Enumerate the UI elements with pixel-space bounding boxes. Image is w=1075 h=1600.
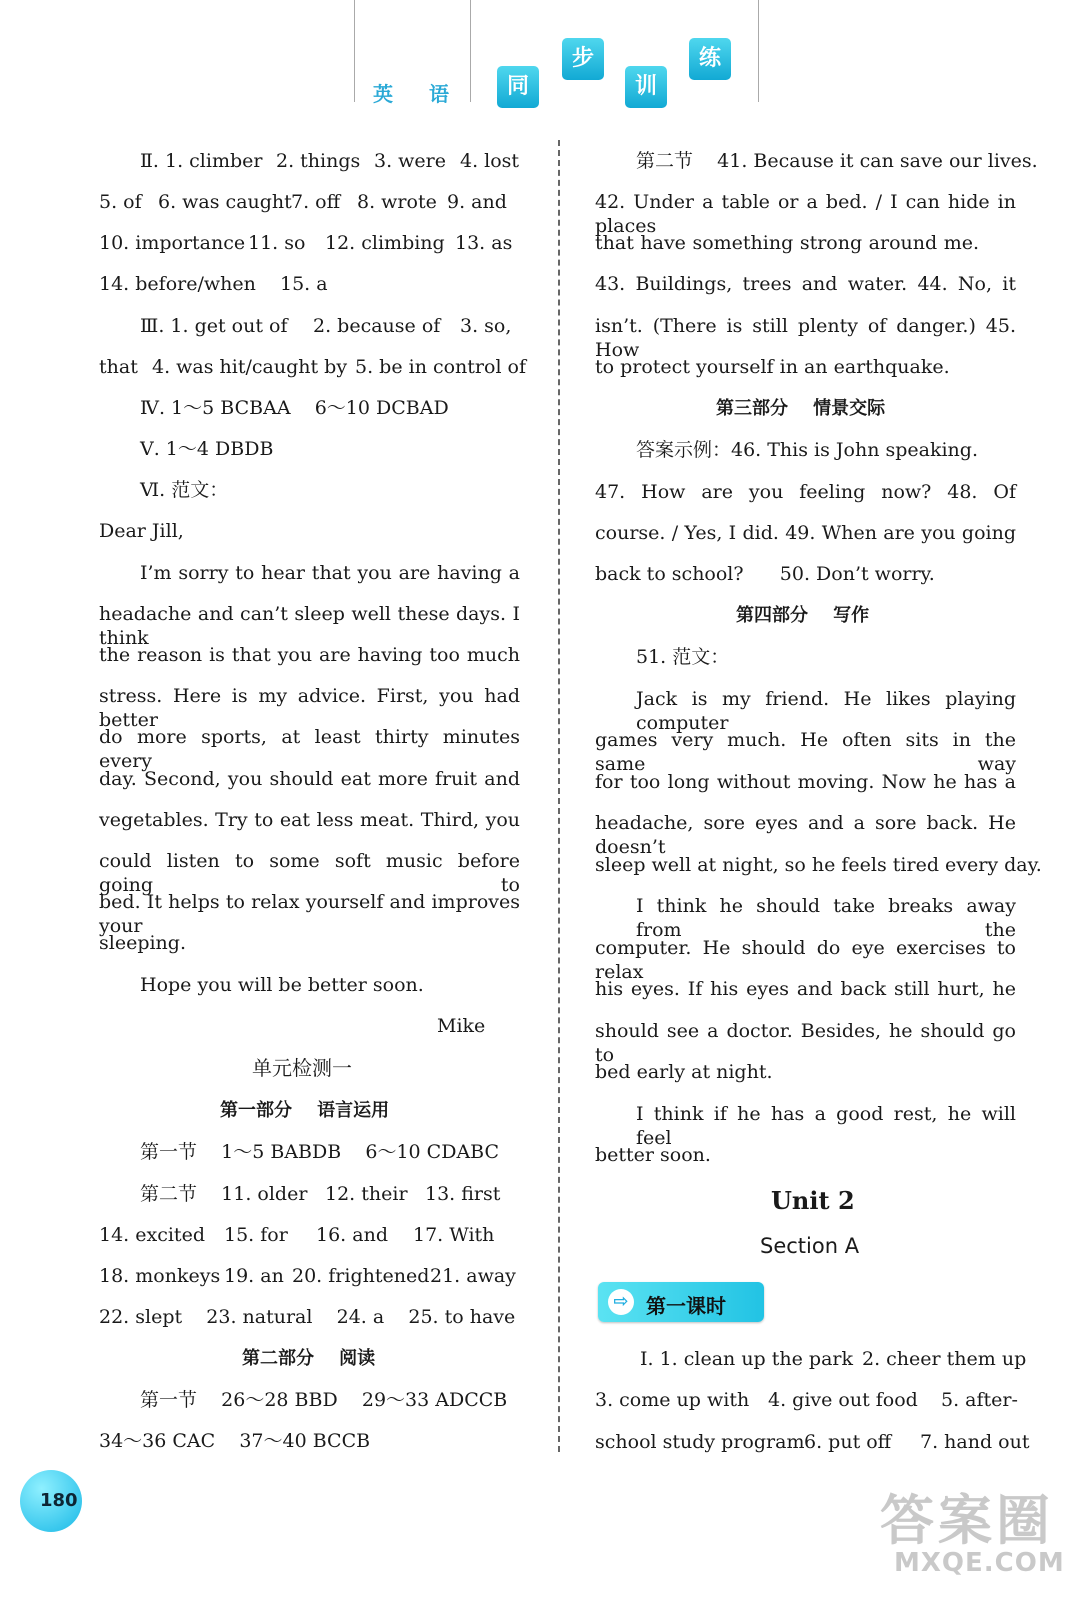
answer-line: course. / Yes, I did. 49. When are you going [595, 522, 1016, 544]
answer-item: 16. and [316, 1224, 388, 1246]
answer-item: Ⅱ. 1. climber [140, 150, 263, 172]
answer-item: 14. excited [99, 1224, 205, 1246]
answer-item: 10. importance [99, 232, 246, 254]
answer-item: 20. frightened [292, 1265, 430, 1287]
answer-line: 34～36 CAC 37～40 BCCB [99, 1430, 371, 1452]
answer-item: 13. as [455, 232, 513, 254]
answer-item: Ⅰ. 1. clean up the park [640, 1348, 853, 1370]
essay-line: for too long without moving. Now he has a [595, 771, 1016, 793]
answer-item: 5. after- [941, 1389, 1018, 1411]
answer-item: 8. wrote [357, 191, 437, 213]
answer-item: 13. first [425, 1183, 501, 1205]
watermark-logo [880, 1478, 1065, 1593]
answer-item: 7. hand out [920, 1431, 1030, 1453]
essay-line: headache, sore eyes and a sore back. He doesn’t [595, 812, 1016, 858]
essay-line: should see a doctor. Besides, he should go to [595, 1020, 1016, 1066]
answer-item: 4. was hit/caught by [152, 356, 348, 378]
answer-item: Ⅲ. 1. get out of [140, 315, 288, 337]
answer-item: 5. be in control of [355, 356, 527, 378]
answer-item: 2. because of [313, 315, 441, 337]
part-heading: 第三部分 情景交际 [716, 398, 886, 419]
answer-item: 2. cheer them up [862, 1348, 1027, 1370]
part-heading: 第二部分 阅读 [242, 1348, 376, 1369]
answer-item: 3. so, [460, 315, 512, 337]
letter-line: headache and can’t sleep well these days. I think [99, 603, 520, 649]
answer-line: to protect yourself in an earthquake. [595, 356, 950, 378]
essay-line: games very much. He often sits in the same way [595, 729, 1016, 775]
header-rule [470, 0, 471, 102]
essay-line: sleep well at night, so he feels tired every day. [595, 854, 1042, 876]
letter-line: I’m sorry to hear that you are having a [140, 562, 520, 584]
column-divider [558, 140, 560, 1452]
answer-line: 22. slept 23. natural 24. a 25. to have [99, 1306, 516, 1328]
answer-item: 17. With [413, 1224, 495, 1246]
answer-line: Ⅳ. 1～5 BCBAA 6～10 DCBAD [140, 397, 449, 419]
answer-item: 9. and [447, 191, 507, 213]
answer-line: that have something strong around me. [595, 232, 979, 254]
answer-item: 18. monkeys [99, 1265, 221, 1287]
essay-line: computer. He should do eye exercises to relax [595, 937, 1016, 983]
letter-signature: Mike [437, 1015, 486, 1037]
essay-line: I think if he has a good rest, he will feel [636, 1103, 1016, 1149]
test-title: 单元检测一 [252, 1056, 352, 1080]
lesson-tag [598, 1282, 764, 1322]
answer-item: 21. away [430, 1265, 516, 1287]
letter-line: bed. It helps to relax yourself and improves your [99, 891, 520, 937]
answer-item: 4. give out food [768, 1389, 918, 1411]
essay-line: Jack is my friend. He likes playing computer [636, 688, 1016, 734]
watermark-text: 答案圈 [880, 1489, 1054, 1552]
answer-item: 12. their [325, 1183, 408, 1205]
letter-salutation: Dear Jill, [99, 520, 184, 542]
answer-item: 15. for [224, 1224, 288, 1246]
title-tile: 练 [689, 38, 731, 80]
part-heading: 第一部分 语言运用 [220, 1100, 390, 1121]
letter-line: do more sports, at least thirty minutes every [99, 726, 520, 772]
answer-line: Ⅴ. 1～4 DBDB [140, 438, 274, 460]
page-number: 180 [40, 1490, 78, 1511]
answer-line: 第一节 26～28 BBD 29～33 ADCCB [140, 1389, 508, 1411]
answer-line: 51. 范文： [636, 646, 730, 668]
answer-line: Ⅵ. 范文： [140, 479, 229, 501]
section-title: Section A [760, 1234, 860, 1258]
answer-item: 12. climbing [325, 232, 445, 254]
letter-line: sleeping. [99, 932, 186, 954]
unit-title: Unit 2 [771, 1186, 855, 1215]
letter-line: the reason is that you are having too much [99, 644, 520, 666]
answer-line: 43. Buildings, trees and water. 44. No, it [595, 273, 1016, 295]
answer-line: back to school? 50. Don’t worry. [595, 563, 935, 585]
letter-line: day. Second, you should eat more fruit and [99, 768, 520, 790]
letter-line: vegetables. Try to eat less meat. Third, you [99, 809, 520, 831]
answer-item: 11. so [248, 232, 306, 254]
title-tile: 训 [625, 66, 667, 108]
answer-line: 第二节 41. Because it can save our lives. [636, 150, 1038, 172]
essay-line: bed early at night. [595, 1061, 773, 1083]
lesson-tag-label: 第一课时 [646, 1294, 726, 1318]
answer-item: 3. come up with [595, 1389, 750, 1411]
arrow-right-icon: ⇨ [608, 1289, 634, 1315]
answer-line: 42. Under a table or a bed. / I can hide in places [595, 191, 1016, 237]
answer-item: 4. lost [460, 150, 520, 172]
subject-char: 英 [373, 82, 393, 106]
answer-item: 3. were [374, 150, 447, 172]
answer-line: 第一节 1～5 BABDB 6～10 CDABC [140, 1141, 500, 1163]
answer-item: school study program [595, 1431, 805, 1453]
essay-line: his eyes. If his eyes and back still hurt, he [595, 978, 1016, 1000]
watermark-url: MXQE.COM [894, 1548, 1065, 1578]
answer-item: 6. was caught [158, 191, 292, 213]
essay-line: better soon. [595, 1144, 711, 1166]
answer-item: 第二节 11. older [140, 1183, 308, 1205]
answer-item: 7. off [291, 191, 341, 213]
answer-item: 19. an [224, 1265, 284, 1287]
answer-line: 14. before/when 15. a [99, 273, 328, 295]
answer-item: that [99, 356, 138, 378]
letter-line: stress. Here is my advice. First, you had better [99, 685, 520, 731]
title-tile: 同 [497, 66, 539, 108]
answer-item: 5. of [99, 191, 142, 213]
letter-line: could listen to some soft music before going to [99, 850, 520, 896]
subject-char: 语 [429, 82, 449, 106]
header-rule [354, 0, 355, 102]
title-tile: 步 [562, 38, 604, 80]
essay-line: I think he should take breaks away from the [636, 895, 1016, 941]
letter-close: Hope you will be better soon. [140, 974, 424, 996]
answer-item: 2. things [276, 150, 361, 172]
header-rule [758, 0, 759, 102]
part-heading: 第四部分 写作 [736, 605, 870, 626]
answer-item: 6. put off [804, 1431, 892, 1453]
answer-line: 答案示例：46. This is John speaking. [636, 439, 978, 461]
answer-line: 47. How are you feeling now? 48. Of [595, 481, 1016, 503]
answer-line: isn’t. (There is still plenty of danger.) 45. How [595, 315, 1016, 361]
page-number-badge [20, 1470, 82, 1532]
